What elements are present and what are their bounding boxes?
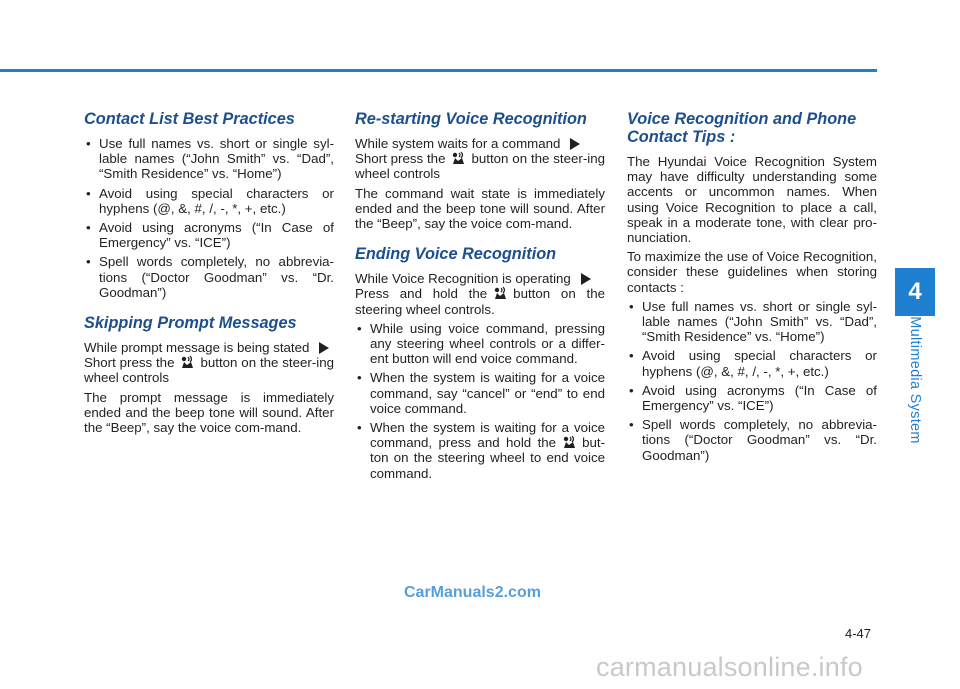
paragraph: The prompt message is immediately ended and the beep tone will sound. After the “Beep”, say the voice com-mand. <box>84 389 334 436</box>
column-phone-contact-tips <box>627 110 877 467</box>
list-item <box>355 420 605 481</box>
header-rule <box>0 69 877 72</box>
voice-recognition-icon <box>562 435 576 449</box>
list-item: • Spell words completely, no abbrevia-tions (“Doctor Goodman” vs. “Dr. Goodman”) <box>84 254 334 300</box>
play-arrow-icon <box>581 273 591 285</box>
chapter-side-label: Multimedia System <box>907 316 923 444</box>
list-item: • Use full names vs. short or single syl-lable names (“John Smith” vs. “Dad”, “Smith Residence” vs. “Home”) <box>84 136 334 182</box>
contact-tips-list <box>627 299 877 463</box>
heading-ending-voice-recognition: Ending Voice Recognition <box>355 245 557 264</box>
play-arrow-icon <box>319 342 329 354</box>
list-item: • Spell words completely, no abbrevia-tions (“Doctor Goodman” vs. “Dr. Goodman”) <box>627 417 877 463</box>
heading-restarting-voice-recognition: Re-starting Voice Recognition <box>355 110 587 128</box>
list-item: • Avoid using acronyms (“In Case of Emergency” vs. “ICE”) <box>84 220 334 250</box>
play-arrow-icon <box>570 138 580 150</box>
watermark-footer: carmanualsonline.info <box>596 652 863 682</box>
ending-voice-list <box>355 321 605 481</box>
paragraph-text: While system waits for a command <box>355 136 561 151</box>
paragraph-text: Short press the <box>355 151 446 167</box>
contact-practices-list <box>84 136 334 300</box>
list-item: • Avoid using special characters or hyphens (@, &, #, /, -, *, +, etc.) <box>627 348 877 378</box>
paragraph <box>355 136 605 182</box>
paragraph <box>355 271 605 317</box>
list-item: • Avoid using acronyms (“In Case of Emergency” vs. “ICE”) <box>627 383 877 413</box>
paragraph: To maximize the use of Voice Recognition, consider these guidelines when storing contacts : <box>627 249 877 295</box>
list-item-text: but-ton on the steering wheel to end voice command. <box>370 435 605 481</box>
list-item: • When the system is waiting for a voice command, say “cancel” or “end” to end voice command. <box>355 370 605 416</box>
column-contact-list <box>84 110 334 439</box>
paragraph-text: While prompt message is being stated <box>84 340 310 356</box>
paragraph: The Hyundai Voice Recognition System may have difficulty understanding some accents or uncommon names. When using Voice Recognition to place a call, speak in a moderate tone, with clear pro-nunciation. <box>627 154 877 246</box>
paragraph-text: Press and hold the <box>355 286 488 302</box>
list-item: • While using voice command, pressing any steering wheel controls or a differ-ent button will end voice command. <box>355 321 605 367</box>
voice-recognition-icon <box>180 355 194 369</box>
paragraph-text: button on the steer-ing wheel controls <box>84 355 335 386</box>
chapter-tab: 4 <box>895 268 935 316</box>
paragraph-text: button on the steer-ing wheel controls <box>355 151 606 182</box>
list-item-text: When the system is waiting for a voice command, press and hold the <box>370 420 605 451</box>
paragraph-text: Short press the <box>84 355 175 371</box>
heading-voice-recognition-phone-tips: Voice Recognition and Phone Contact Tips : <box>627 110 857 146</box>
paragraph: The command wait state is immediately ended and the beep tone will sound. After the “Beep”, say the voice com-mand. <box>355 185 605 232</box>
paragraph <box>84 340 334 386</box>
list-item: • Use full names vs. short or single syl-lable names (“John Smith” vs. “Dad”, “Smith Residence” vs. “Home”) <box>627 299 877 345</box>
voice-recognition-icon <box>493 286 507 300</box>
page-number: 4-47 <box>845 626 872 641</box>
paragraph-text: button on the steering wheel controls. <box>355 286 605 317</box>
heading-skipping-prompt-messages: Skipping Prompt Messages <box>84 314 297 333</box>
paragraph-text: While Voice Recognition is operating <box>355 271 571 287</box>
column-voice-recognition <box>355 110 605 485</box>
watermark-logo: CarManuals2.com <box>404 584 541 601</box>
heading-contact-list-best-practices: Contact List Best Practices <box>84 110 295 128</box>
list-item: • Avoid using special characters or hyphens (@, &, #, /, -, *, +, etc.) <box>84 186 334 216</box>
voice-recognition-icon <box>451 151 465 165</box>
